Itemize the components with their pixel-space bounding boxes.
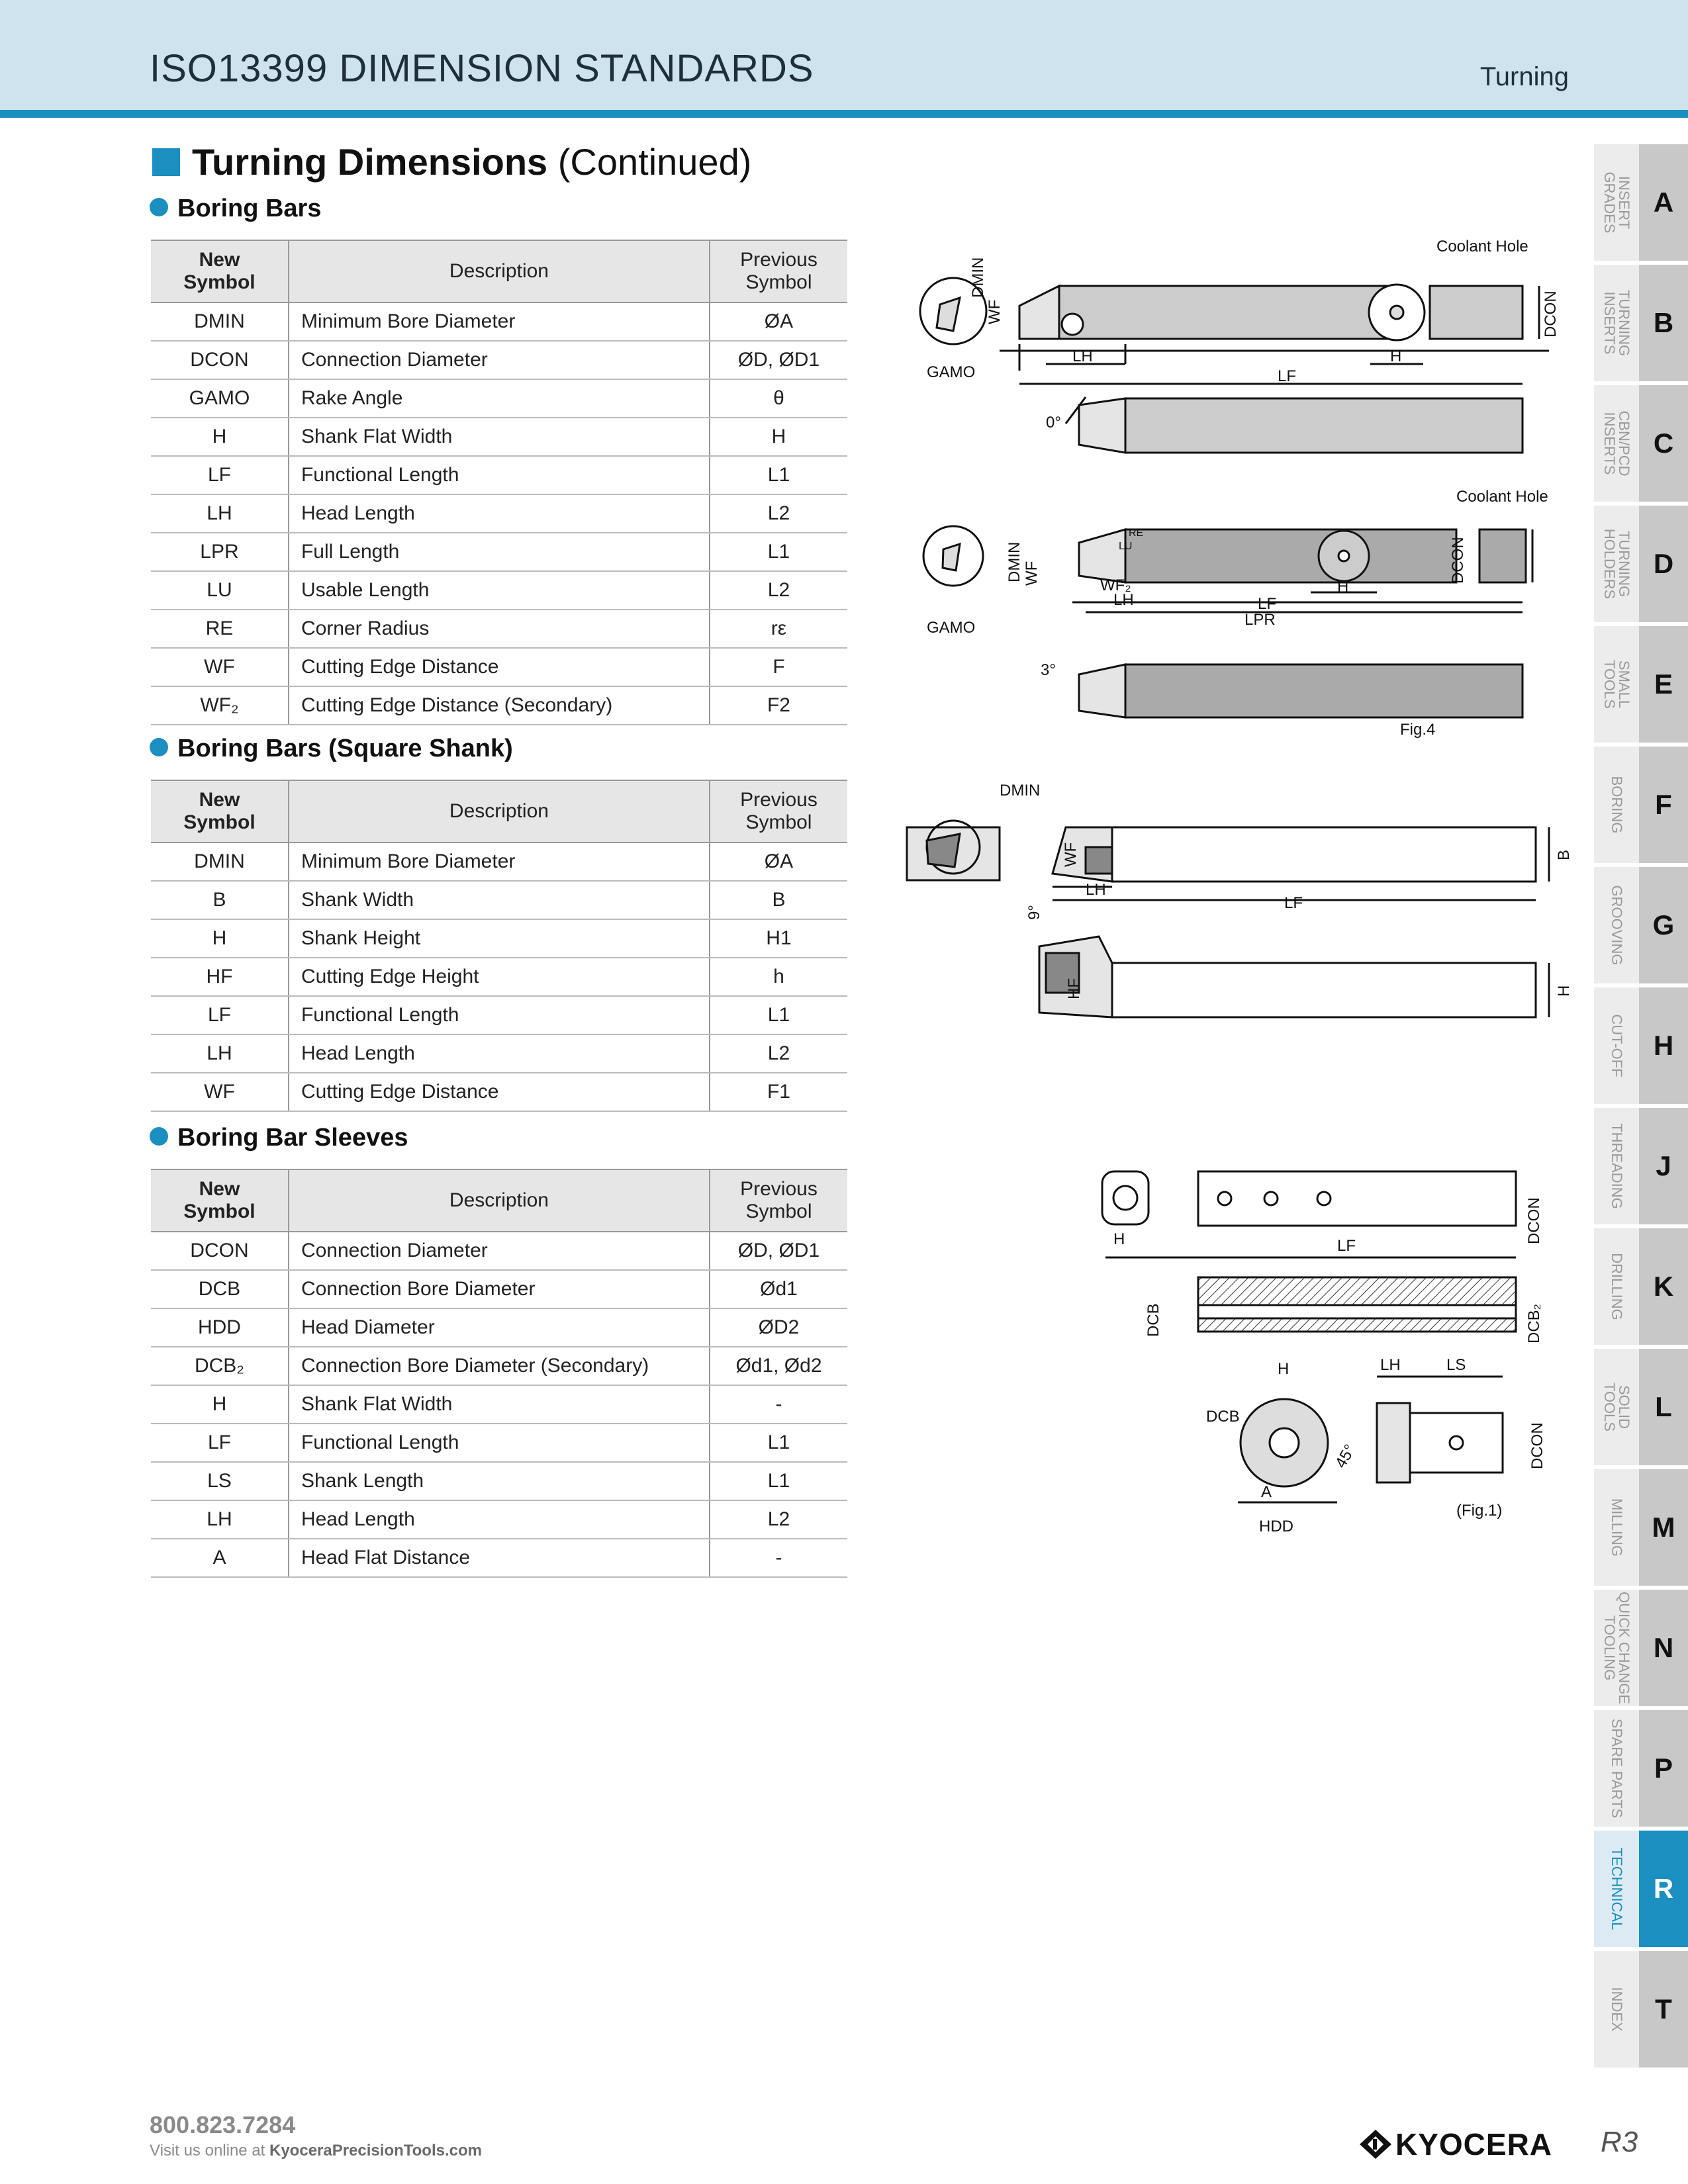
label-dcb-2: DCB <box>1206 1408 1240 1426</box>
table-row <box>151 648 847 686</box>
symbol-cell: LF <box>151 456 289 494</box>
side-tab-label: DRILLING <box>1609 1253 1625 1320</box>
side-tab-letter: H <box>1639 987 1688 1104</box>
table-header-row <box>151 1169 847 1232</box>
side-tab-letter: T <box>1639 1951 1688 2068</box>
previous-symbol-cell: H1 <box>710 919 847 958</box>
bar-body-3 <box>1125 529 1456 582</box>
label-dcon-1: DCON <box>1542 291 1560 338</box>
table-header-row <box>151 240 847 302</box>
side-tab-letter: N <box>1639 1590 1688 1706</box>
side-tab-letter: D <box>1639 506 1688 622</box>
side-tab-letter: M <box>1639 1469 1688 1586</box>
side-tab-e[interactable] <box>1594 626 1688 743</box>
side-tab-letter: P <box>1639 1710 1688 1827</box>
label-three-deg: 3° <box>1041 661 1056 679</box>
square-shank-top-view <box>1112 827 1536 882</box>
previous-symbol-cell: L1 <box>710 996 847 1034</box>
footer-phone: 800.823.7284 <box>150 2111 296 2138</box>
header-rule <box>0 110 1688 118</box>
technical-drawings <box>887 225 1589 1555</box>
side-tab-label: MILLING <box>1609 1498 1625 1557</box>
side-tab-label: GROOVING <box>1609 885 1625 966</box>
kyocera-logo-icon <box>1358 2128 1393 2160</box>
description-cell: Head Diameter <box>289 1308 710 1347</box>
previous-symbol-cell: F <box>710 648 847 686</box>
previous-symbol-cell: L2 <box>710 1034 847 1073</box>
footer-site-link[interactable]: KyoceraPrecisionTools.com <box>269 2142 482 2160</box>
label-lu: LU <box>1119 541 1133 552</box>
description-cell: Cutting Edge Distance <box>289 1073 710 1111</box>
table-row <box>151 881 847 919</box>
table-row <box>151 456 847 494</box>
table-row <box>151 996 847 1034</box>
label-re: RE <box>1129 527 1144 539</box>
label-dcb2: DCB₂ <box>1525 1304 1543 1343</box>
category-label: Turning <box>1479 62 1569 91</box>
side-tab-letter: B <box>1639 265 1688 381</box>
side-tab-n[interactable] <box>1594 1590 1688 1706</box>
description-cell: Connection Diameter <box>289 1232 710 1270</box>
symbol-cell: GAMO <box>151 379 289 418</box>
side-tab-label: BORING <box>1609 776 1625 834</box>
symbol-cell: HDD <box>151 1308 289 1347</box>
table-row <box>151 1232 847 1270</box>
description-cell: Head Flat Distance <box>289 1539 710 1577</box>
side-tab-letter: K <box>1639 1228 1688 1345</box>
description-cell: Functional Length <box>289 456 710 494</box>
label-lf-3: LF <box>1284 894 1303 912</box>
symbol-cell: LU <box>151 571 289 610</box>
description-cell: Shank Flat Width <box>289 418 710 456</box>
boring-bars-title: Boring Bars <box>150 195 321 223</box>
side-tab-label: TURNING INSERTS <box>1601 289 1632 357</box>
previous-symbol-cell: ØD2 <box>710 1308 847 1347</box>
label-lpr: LPR <box>1244 611 1276 629</box>
label-lh-3: LH <box>1086 881 1106 899</box>
header-new-symbol: New Symbol <box>151 1169 289 1232</box>
label-lf-4: LF <box>1337 1237 1356 1255</box>
previous-symbol-cell: h <box>710 958 847 996</box>
description-cell: Full Length <box>289 533 710 571</box>
side-tab-letter: J <box>1639 1108 1688 1224</box>
table-row <box>151 379 847 418</box>
description-cell: Connection Bore Diameter (Secondary) <box>289 1347 710 1385</box>
side-tab-a[interactable] <box>1594 144 1688 261</box>
table-header-row <box>151 780 847 842</box>
description-cell: Shank Height <box>289 919 710 958</box>
side-tab-p[interactable] <box>1594 1710 1688 1827</box>
table-row <box>151 418 847 456</box>
boring-bars-table <box>151 240 847 725</box>
table-row <box>151 842 847 881</box>
header-new-symbol: New Symbol <box>151 780 289 842</box>
description-cell: Rake Angle <box>289 379 710 418</box>
side-tab-t[interactable] <box>1594 1951 1688 2068</box>
previous-symbol-cell: ØA <box>710 302 847 341</box>
symbol-cell: HF <box>151 958 289 996</box>
label-dmin-2: DMIN <box>1006 541 1023 582</box>
label-a: A <box>1261 1483 1272 1501</box>
previous-symbol-cell: Ød1 <box>710 1270 847 1308</box>
side-tab-g[interactable] <box>1594 867 1688 983</box>
description-cell: Cutting Edge Height <box>289 958 710 996</box>
symbol-cell: LH <box>151 1034 289 1073</box>
label-lh-2: LH <box>1113 591 1134 609</box>
header-new-symbol: New Symbol <box>151 240 289 302</box>
label-wf2: WF₂ <box>1100 576 1131 594</box>
header-description: Description <box>289 780 710 842</box>
symbol-cell: A <box>151 1539 289 1577</box>
side-tab-j[interactable] <box>1594 1108 1688 1224</box>
square-shank-side-view <box>1112 963 1536 1017</box>
label-45-deg: 45° <box>1331 1441 1360 1471</box>
previous-symbol-cell: θ <box>710 379 847 418</box>
header-previous-symbol: Previous Symbol <box>710 1169 847 1232</box>
footer-web: Visit us online at KyoceraPrecisionTools.com <box>150 2142 482 2160</box>
label-hf: HF <box>1065 978 1083 999</box>
description-cell: Corner Radius <box>289 610 710 648</box>
symbol-cell: H <box>151 1385 289 1424</box>
section-title <box>152 140 751 183</box>
previous-symbol-cell: ØA <box>710 842 847 881</box>
side-tab-label: THREADING <box>1609 1123 1625 1209</box>
table-row <box>151 533 847 571</box>
side-tab-h[interactable] <box>1594 987 1688 1104</box>
label-h-3: H <box>1555 985 1573 997</box>
table-row <box>151 1073 847 1111</box>
description-cell: Functional Length <box>289 996 710 1034</box>
label-coolant-hole-2: Coolant Hole <box>1456 488 1548 506</box>
label-h-1: H <box>1390 347 1402 365</box>
sleeves-table <box>151 1169 847 1578</box>
side-tab-c[interactable] <box>1594 385 1688 502</box>
label-wf-2: WF <box>1023 561 1041 586</box>
side-tab-letter: G <box>1639 867 1688 983</box>
sleeve-end-view <box>1102 1171 1149 1224</box>
symbol-cell: LH <box>151 1500 289 1539</box>
table-row <box>151 494 847 533</box>
label-dcon-4: DCON <box>1528 1422 1546 1469</box>
sleeve-side-view <box>1198 1171 1516 1226</box>
symbol-cell: B <box>151 881 289 919</box>
table-row <box>151 1539 847 1577</box>
symbol-cell: H <box>151 919 289 958</box>
label-dmin-3: DMIN <box>1000 782 1041 799</box>
description-cell: Connection Bore Diameter <box>289 1270 710 1308</box>
side-tab-letter: A <box>1639 144 1688 261</box>
table-row <box>151 1270 847 1308</box>
side-tab-r[interactable] <box>1594 1831 1688 1947</box>
symbol-cell: DCON <box>151 1232 289 1270</box>
square-shank-table <box>151 780 847 1112</box>
label-zero-deg: 0° <box>1046 414 1061 432</box>
header-description: Description <box>289 1169 710 1232</box>
label-lh-1: LH <box>1072 347 1093 365</box>
symbol-cell: LPR <box>151 533 289 571</box>
page-number: R3 <box>1601 2126 1638 2158</box>
kyocera-logo <box>1358 2127 1553 2161</box>
symbol-cell: DCON <box>151 341 289 379</box>
label-h-2: H <box>1337 578 1349 596</box>
description-cell: Minimum Bore Diameter <box>289 842 710 881</box>
description-cell: Head Length <box>289 1034 710 1073</box>
side-tab-b[interactable] <box>1594 265 1688 381</box>
label-dcb-1: DCB <box>1145 1303 1162 1337</box>
label-coolant-hole-1: Coolant Hole <box>1436 238 1528 255</box>
previous-symbol-cell: ØD, ØD1 <box>710 1232 847 1270</box>
table-row <box>151 571 847 610</box>
label-fig1: (Fig.1) <box>1456 1502 1503 1520</box>
description-cell: Connection Diameter <box>289 341 710 379</box>
description-cell: Shank Flat Width <box>289 1385 710 1424</box>
symbol-cell: DCB <box>151 1270 289 1308</box>
symbol-cell: WF <box>151 1073 289 1111</box>
side-tab-label: SMALL TOOLS <box>1601 659 1632 709</box>
description-cell: Shank Length <box>289 1462 710 1500</box>
bar-body-1 <box>1059 286 1390 339</box>
previous-symbol-cell: L1 <box>710 456 847 494</box>
description-cell: Head Length <box>289 494 710 533</box>
bar-body-2 <box>1125 398 1523 453</box>
section-title-text: Turning Dimensions <box>192 141 548 183</box>
description-cell: Usable Length <box>289 571 710 610</box>
label-lf-1: LF <box>1278 367 1297 385</box>
previous-symbol-cell: L1 <box>710 1424 847 1462</box>
label-dcon-3: DCON <box>1525 1197 1543 1244</box>
side-tab-d[interactable] <box>1594 506 1688 622</box>
page-title: ISO13399 DIMENSION STANDARDS <box>150 47 814 90</box>
table-row <box>151 1347 847 1385</box>
table-row <box>151 1462 847 1500</box>
square-bullet-icon <box>152 148 180 176</box>
symbol-cell: DCB₂ <box>151 1347 289 1385</box>
previous-symbol-cell: L1 <box>710 533 847 571</box>
symbol-cell: H <box>151 418 289 456</box>
dot-bullet-icon <box>150 198 168 216</box>
description-cell: Cutting Edge Distance <box>289 648 710 686</box>
description-cell: Shank Width <box>289 881 710 919</box>
description-cell: Minimum Bore Diameter <box>289 302 710 341</box>
previous-symbol-cell: - <box>710 1539 847 1577</box>
table-row <box>151 958 847 996</box>
label-ls: LS <box>1446 1356 1466 1374</box>
previous-symbol-cell: H <box>710 418 847 456</box>
previous-symbol-cell: L1 <box>710 1462 847 1500</box>
table-row <box>151 686 847 725</box>
label-fig4: Fig.4 <box>1400 721 1436 739</box>
label-wf-3: WF <box>1062 842 1080 867</box>
table-row <box>151 1034 847 1073</box>
side-tab-label: CBN/PCD INSERTS <box>1601 410 1632 477</box>
section-continued: (Continued) <box>557 141 752 183</box>
table-row <box>151 1424 847 1462</box>
section-side-tabs <box>1594 144 1688 2071</box>
previous-symbol-cell: F1 <box>710 1073 847 1111</box>
label-lf-2: LF <box>1258 595 1277 613</box>
previous-symbol-cell: F2 <box>710 686 847 725</box>
header-previous-symbol: Previous Symbol <box>710 780 847 842</box>
side-tab-f[interactable] <box>1594 747 1688 863</box>
previous-symbol-cell: L2 <box>710 494 847 533</box>
previous-symbol-cell: - <box>710 1385 847 1424</box>
table-row <box>151 610 847 648</box>
previous-symbol-cell: L2 <box>710 1500 847 1539</box>
previous-symbol-cell: L2 <box>710 571 847 610</box>
symbol-cell: LF <box>151 1424 289 1462</box>
previous-symbol-cell: B <box>710 881 847 919</box>
symbol-cell: WF <box>151 648 289 686</box>
side-tab-label: SPARE PARTS <box>1609 1718 1625 1819</box>
side-tab-label: INSERT GRADES <box>1601 171 1632 234</box>
table-row <box>151 302 847 341</box>
label-dmin-1: DMIN <box>969 257 987 298</box>
label-gamo-2: GAMO <box>927 619 976 637</box>
flanged-sleeve-side-view <box>1410 1413 1503 1473</box>
symbol-cell: DMIN <box>151 842 289 881</box>
previous-symbol-cell: rε <box>710 610 847 648</box>
label-b: B <box>1555 849 1573 860</box>
table-row <box>151 1308 847 1347</box>
label-lh-4: LH <box>1380 1356 1401 1374</box>
side-tab-letter: R <box>1639 1831 1688 1947</box>
side-tab-label: INDEX <box>1609 1987 1625 2032</box>
symbol-cell: DMIN <box>151 302 289 341</box>
sleeves-title: Boring Bar Sleeves <box>150 1124 408 1152</box>
side-tab-k[interactable] <box>1594 1228 1688 1345</box>
label-hdd: HDD <box>1259 1518 1293 1535</box>
symbol-cell: LS <box>151 1462 289 1500</box>
previous-symbol-cell: Ød1, Ød2 <box>710 1347 847 1385</box>
table-row <box>151 919 847 958</box>
side-tab-l[interactable] <box>1594 1349 1688 1465</box>
symbol-cell: LF <box>151 996 289 1034</box>
header-previous-symbol: Previous Symbol <box>710 240 847 302</box>
logo-word: KYOCERA <box>1395 2127 1553 2161</box>
table-row <box>151 1500 847 1539</box>
description-cell: Head Length <box>289 1500 710 1539</box>
bar-body-4 <box>1125 664 1523 717</box>
side-tab-letter: E <box>1639 626 1688 743</box>
previous-symbol-cell: ØD, ØD1 <box>710 341 847 379</box>
side-tab-letter: L <box>1639 1349 1688 1465</box>
label-wf-1: WF <box>986 299 1004 324</box>
side-tab-letter: F <box>1639 747 1688 863</box>
side-tab-label: QUICK CHANGE TOOLING <box>1601 1592 1632 1704</box>
side-tab-label: TECHNICAL <box>1609 1847 1625 1931</box>
description-cell: Functional Length <box>289 1424 710 1462</box>
side-tab-label: CUT-OFF <box>1609 1014 1625 1077</box>
header-description: Description <box>289 240 710 302</box>
side-tab-label: TURNING HOLDERS <box>1601 528 1632 600</box>
label-gamo-1: GAMO <box>927 363 976 381</box>
side-tab-letter: C <box>1639 385 1688 502</box>
label-h-4: H <box>1113 1230 1125 1248</box>
symbol-cell: RE <box>151 610 289 648</box>
side-tab-label: SOLID TOOLS <box>1601 1382 1632 1432</box>
square-shank-title: Boring Bars (Square Shank) <box>150 735 513 763</box>
label-dcon-2: DCON <box>1449 537 1467 584</box>
symbol-cell: WF₂ <box>151 686 289 725</box>
dot-bullet-icon <box>150 1127 168 1146</box>
table-row <box>151 341 847 379</box>
description-cell: Cutting Edge Distance (Secondary) <box>289 686 710 725</box>
side-tab-m[interactable] <box>1594 1469 1688 1586</box>
dot-bullet-icon <box>150 738 168 756</box>
symbol-cell: LH <box>151 494 289 533</box>
label-nine-deg: 9° <box>1025 905 1043 920</box>
label-h-5: H <box>1278 1360 1289 1378</box>
table-row <box>151 1385 847 1424</box>
